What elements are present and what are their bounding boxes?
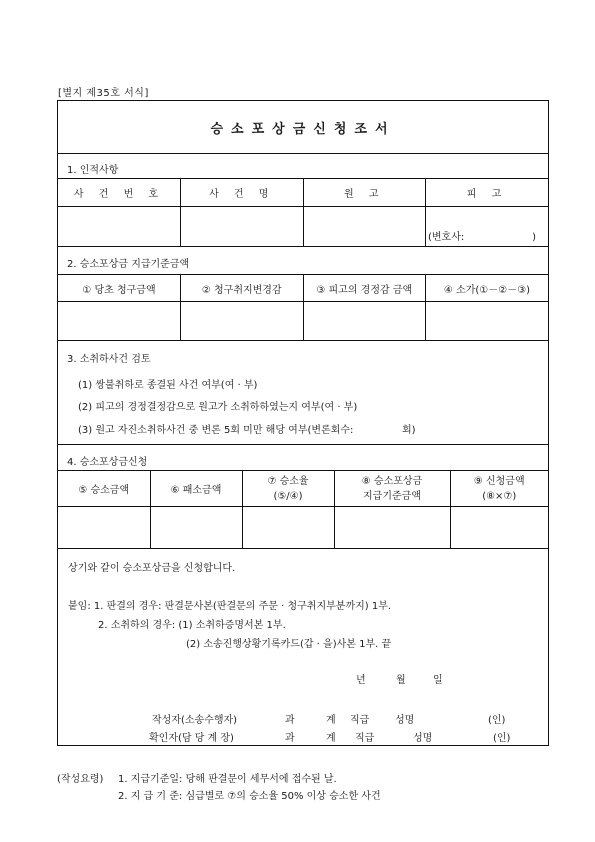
section-basis-amount xyxy=(58,247,548,341)
header-claim-value: ④ 소가(①－②－③) xyxy=(426,275,549,302)
signer-name: 성명 xyxy=(395,715,415,726)
reward-basis-cell[interactable] xyxy=(334,507,450,549)
personal-info-table xyxy=(58,178,548,247)
header-requested-amount: ⑨ 신청금액 (⑧×⑦) xyxy=(450,471,548,507)
signer-team: 계 xyxy=(326,733,336,744)
claim-value-cell[interactable] xyxy=(426,302,549,341)
case-number-cell[interactable] xyxy=(58,207,181,247)
header-defendant-correction: ③ 피고의 경정감 금액 xyxy=(303,275,426,302)
section-title: 2. 승소포상금 지급기준금액 xyxy=(67,259,190,270)
defendant-correction-cell[interactable] xyxy=(303,302,426,341)
guide-line-1: 1. 지급기준일: 당해 판결문이 세무서에 접수된 날. xyxy=(118,774,337,785)
header-case-name: 사 건 명 xyxy=(181,179,304,207)
signer-team: 계 xyxy=(326,715,336,726)
reward-application-table xyxy=(58,470,548,549)
header-lost-amount: ⑥ 패소금액 xyxy=(150,471,242,507)
plaintiff-cell[interactable] xyxy=(303,207,426,247)
header-defendant: 피 고 xyxy=(426,179,549,207)
win-rate-cell[interactable] xyxy=(242,507,334,549)
signer-rank: 직급 xyxy=(355,733,375,744)
date-year: 년 xyxy=(356,675,366,686)
section-title: 4. 승소포상금신청 xyxy=(67,457,148,468)
case-name-cell[interactable] xyxy=(181,207,304,247)
date-month: 월 xyxy=(396,675,406,686)
guide-line-2: 2. 지 급 기 준: 심급별로 ⑦의 승소율 50% 이상 승소한 사건 xyxy=(118,791,381,802)
lost-amount-cell[interactable] xyxy=(150,507,242,549)
section-title: 1. 인적사항 xyxy=(67,165,119,176)
signer-seal[interactable]: (인) xyxy=(493,733,511,744)
signer-dept: 과 xyxy=(285,733,295,744)
lawyer-note-close: ) xyxy=(532,231,536,243)
header-original-claim: ① 당초 청구금액 xyxy=(58,275,181,302)
section-withdrawal-review xyxy=(58,341,548,445)
section-personal-info xyxy=(58,153,548,247)
signer-name: 성명 xyxy=(413,733,433,744)
signer-rank: 직급 xyxy=(350,715,370,726)
review-item-3: (3) 원고 자진소취하사건 중 변론 5회 미만 해당 여부(변론회수: xyxy=(78,425,354,436)
header-reward-basis: ⑧ 승소포상금 지급기준금액 xyxy=(334,471,450,507)
header-plaintiff: 원 고 xyxy=(303,179,426,207)
application-form xyxy=(57,100,549,746)
review-item-2: (2) 피고의 경정결정감으로 원고가 소취하하였는지 여부(여 · 부) xyxy=(78,402,358,413)
defendant-cell[interactable] xyxy=(426,207,549,247)
signer-role: 작성자(소송수행자) xyxy=(152,715,238,726)
review-item-1: (1) 쌍불취하로 종결된 사건 여부(여 · 부) xyxy=(78,380,258,391)
signer-role: 확인자(담 당 계 장) xyxy=(149,733,234,744)
attachment-line-2: 2. 소취하의 경우: (1) 소취하증명서본 1부. xyxy=(98,620,286,631)
attachment-line-1: 붙임: 1. 판결의 경우: 판결문사본(판결문의 주문 · 청구취지부분까지) 1부. xyxy=(68,601,392,612)
attachment-line-3: (2) 소송진행상황기록카드(갑 · 을)사본 1부. 끝 xyxy=(186,639,392,650)
signer-dept: 과 xyxy=(285,715,295,726)
claim-change-cell[interactable] xyxy=(181,302,304,341)
section-reward-application xyxy=(58,445,548,549)
form-number-label: [별지 제35호 서식] xyxy=(58,88,149,99)
requested-amount-cell[interactable] xyxy=(450,507,548,549)
guide-label: (작성요령) xyxy=(57,774,104,785)
won-amount-cell[interactable] xyxy=(58,507,150,549)
header-win-rate: ⑦ 승소율 (⑤/④) xyxy=(242,471,334,507)
signer-seal[interactable]: (인) xyxy=(488,715,506,726)
form-title: 승소포상금신청조서 xyxy=(58,101,548,154)
header-case-number: 사 건 번 호 xyxy=(58,179,181,207)
original-claim-cell[interactable] xyxy=(58,302,181,341)
section-title: 3. 소취하사건 검토 xyxy=(67,354,151,365)
header-won-amount: ⑤ 승소금액 xyxy=(58,471,150,507)
declaration-statement: 상기와 같이 승소포상금을 신청합니다. xyxy=(68,563,236,574)
lawyer-note: (변호사: xyxy=(428,231,465,243)
date-day: 일 xyxy=(433,675,443,686)
hearing-count-unit: 회) xyxy=(402,425,416,436)
header-claim-change: ② 청구취지변경감 xyxy=(181,275,304,302)
basis-amount-table xyxy=(58,274,548,341)
